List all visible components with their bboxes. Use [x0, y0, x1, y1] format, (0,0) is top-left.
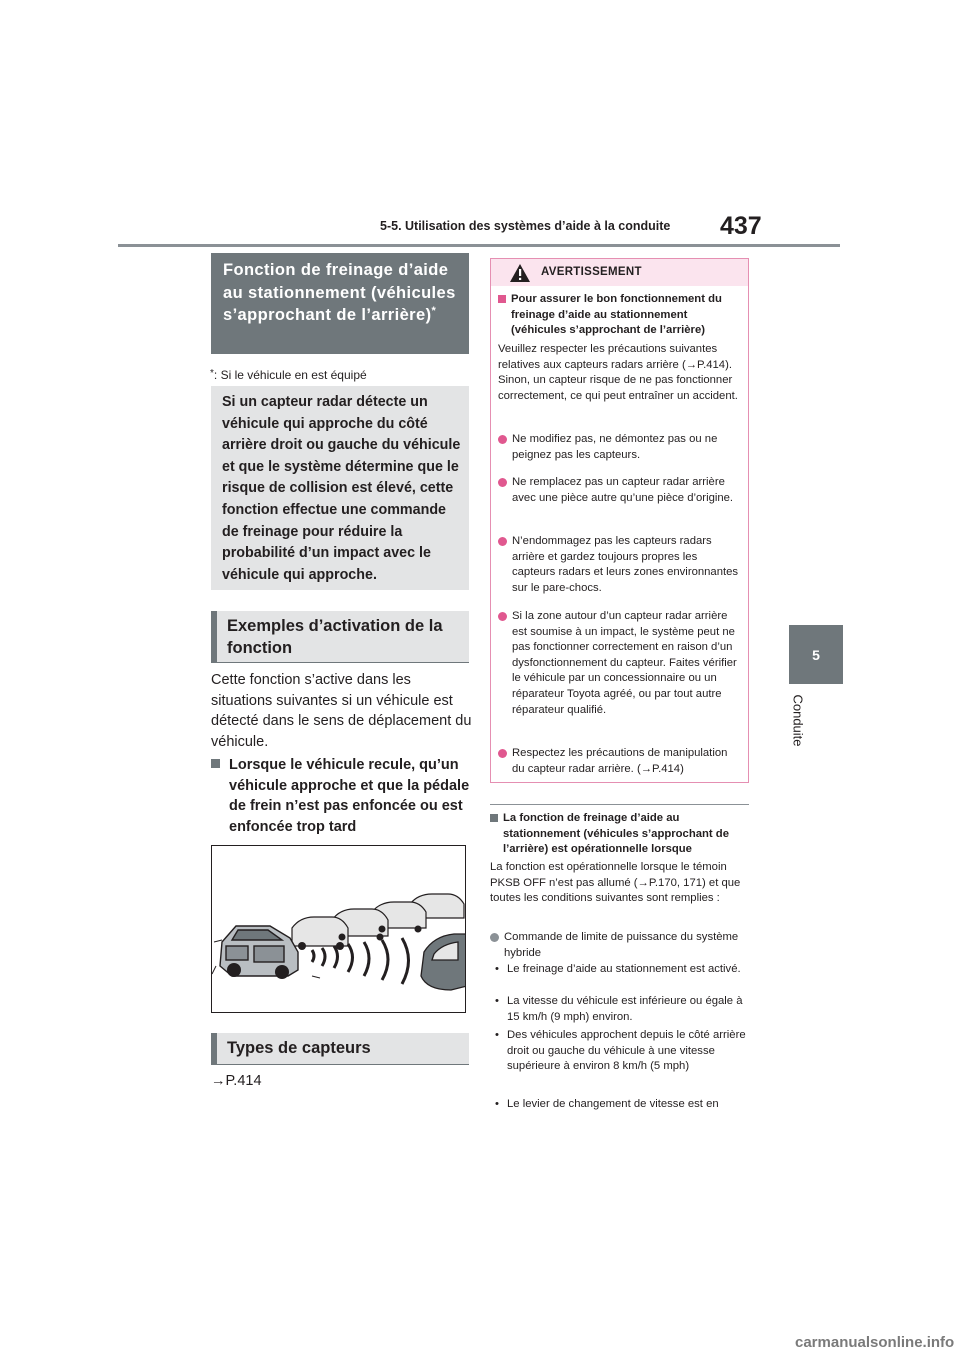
- warning-header: [491, 259, 748, 286]
- intro-box: Si un capteur radar détecte un véhicule qui approche du côté arrière droit ou gauche du véhicule et que le système détermine que le risque de collision est élevé, cette fonction effectue une commande de freinage pour réduire la probabilité d’un impact avec le véhicule qui approche.: [211, 386, 469, 590]
- examples-paragraph: Cette fonction s’active dans les situations suivantes si un véhicule est détecté dans le sens de déplacement du véhicule.: [211, 672, 472, 750]
- chapter-label: Conduite: [790, 693, 806, 747]
- watermark: carmanualsonline.info: [795, 1334, 955, 1351]
- warning-text: Veuillez respecter les précautions suivantes relatives aux capteurs radars arrière (→P.414). Sinon, un capteur risque de ne pas fonctionner correctement, ce qui peut entraîner un accident.: [498, 343, 738, 402]
- square-bullet-icon: [498, 295, 506, 303]
- footnote: *: Si le véhicule en est équipé: [210, 368, 367, 382]
- warning-box: AVERTISSEMENT Pour assurer le bon fonctionnement du freinage d’aide au stationnement (véhicules s’approchant de l’arrière) Veuillez respecter les précautions suivantes relatives aux capteurs radars arrière (→P.414). Sinon, un capteur risque de ne pas fonctionner correctement, ce qui peut entraîner un accident. Ne modifiez pas, ne démontez pas ou ne peignez pas les capteurs. Ne remplacez pas un capteur radar arrière avec une pièce autre qu’une pièce d’origine. N’endommagez pas les capteurs radars arrière et gardez toujours propres les capteurs radars et leurs zones environnantes sur le pare-chocs. Si la zone autour d’un capteur radar arrière est soumise à un impact, le système peut ne pas fonctionner correctement en raison d’un dysfonctionnement du capteur. Faites vérifier le véhicule par un concessionnaire ou un réparateur Toyota agréé, ou par tout autre réparateur qualifié. Respectez les précautions de manipulation du capteur radar arrière. (→P.414): [490, 258, 749, 783]
- reversing-illustration: [211, 845, 466, 1013]
- bullet-dot-icon: [498, 749, 507, 758]
- bullet-dot-icon: [498, 537, 507, 546]
- bullet-dot-icon: [498, 478, 507, 487]
- bullet-dot-icon: [490, 933, 499, 942]
- header-rule: [118, 244, 840, 247]
- main-heading: Fonction de freinage d’aide au stationnement (véhicules s’approchant de l’arrière)*: [211, 253, 469, 354]
- page-number: 437: [720, 212, 762, 240]
- section-title: 5-5. Utilisation des systèmes d’aide à la conduite: [380, 219, 671, 233]
- heading-types: Types de capteurs: [211, 1033, 469, 1064]
- right-section-rule: [490, 804, 749, 805]
- chapter-number: 5: [812, 646, 820, 663]
- bullet-dot-icon: [498, 435, 507, 444]
- heading-examples-rule: [211, 662, 469, 663]
- heading-types-rule: [211, 1064, 469, 1065]
- heading-examples: Exemples d’activation de la fonction: [211, 611, 469, 662]
- warning-title: AVERTISSEMENT: [541, 266, 642, 278]
- types-page-reference[interactable]: →P.414: [211, 1073, 262, 1089]
- square-bullet-icon: [490, 814, 498, 822]
- square-bullet-icon: [211, 759, 220, 768]
- warning-triangle-icon: [509, 263, 531, 283]
- parking-scene-icon: [212, 846, 466, 1013]
- heading-asterisk: *: [431, 305, 437, 317]
- bullet-dot-icon: [498, 612, 507, 621]
- right-paragraph: La fonction est opérationnelle lorsque le témoin PKSB OFF n’est pas allumé (→P.170, 171) et que toutes les conditions suivantes sont remplies :: [490, 861, 741, 905]
- chapter-tab: [789, 625, 843, 684]
